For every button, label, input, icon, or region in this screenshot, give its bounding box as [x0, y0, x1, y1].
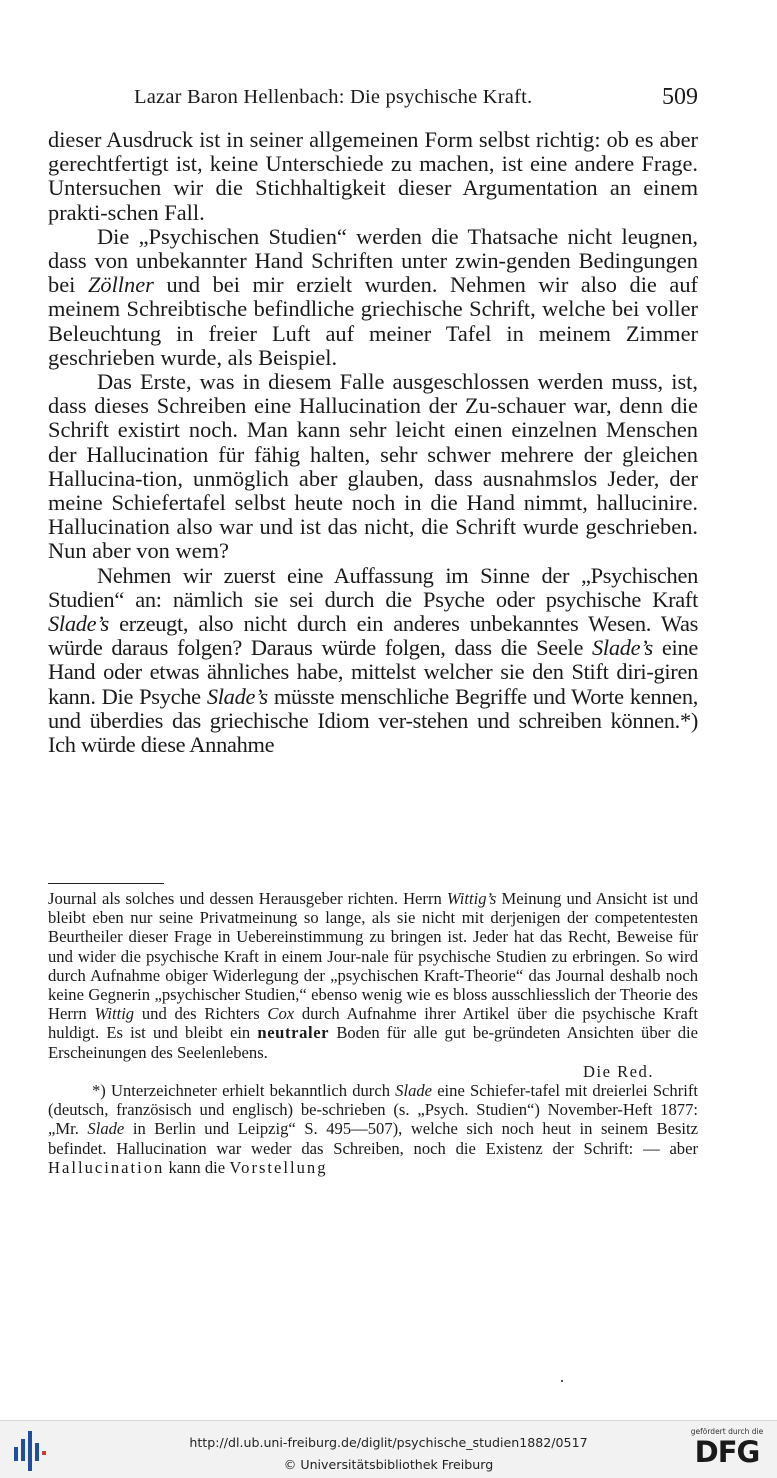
paragraph-4-text-d: müsste menschliche Begriffe und Worte kennen, und überdies das griechische Idiom ver-stehen und schreiben können.*) Ich würde diese Annahme: [48, 683, 699, 758]
viewer-footer: [0, 1420, 777, 1478]
footnote-rule: [48, 883, 164, 884]
paragraph-4: [48, 564, 698, 758]
page-number: 509: [662, 84, 698, 110]
editorial-note: [48, 889, 698, 1062]
editorial-note-text-c: und des Richters: [134, 1004, 268, 1024]
author-footnote-text-a: *) Unterzeichneter erhielt bekanntlich durch: [92, 1081, 396, 1101]
name-cox: Cox: [267, 1004, 295, 1024]
running-head: Lazar Baron Hellenbach: Die psychische Kraft.: [134, 86, 533, 108]
emphasis-vorstellung: Vorstellung: [229, 1157, 328, 1177]
name-wittig: Wittig’s: [446, 889, 497, 908]
page-header: [48, 84, 698, 118]
dfg-logo-text: DFG: [694, 1435, 760, 1469]
name-slade: Slade’s: [48, 611, 109, 637]
paragraph-2-text-a: Die „Psychischen Studien“ werden die Thatsache nicht leugnen, dass von unbekannter Hand Schriften unter zwin-genden Bedingungen bei: [48, 223, 698, 298]
paragraph-1: [48, 128, 698, 225]
author-footnote-text-c: in Berlin und Leipzig“ S. 495—507), welche sich noch heut in seinem Besitz befindet. Hallucination war weder das Schreiben, noch die Existenz der Schrift: — aber: [48, 1119, 698, 1158]
emphasis-neutraler: neutraler: [257, 1023, 330, 1043]
paragraph-3: [48, 370, 698, 564]
paragraph-3-text: Das Erste, was in diesem Falle ausgeschlossen werden muss, ist, dass dieses Schreiben eine Hallucination der Zu-schauer war, denn die Schrift existirt noch. Man kann sehr leicht einen einzelnen Menschen der Hallucination für fähig halten, sehr schwer mehrere der gleichen Hallucina-tion, unmöglich aber glauben, dass ausnahmslos Jeder, der meine Schiefertafel selbst heute noch in die Hand nimmt, hallucinire. Hallucination also war und ist das nicht, die Schrift wurde geschrieben. Nun aber von wem?: [48, 369, 698, 564]
editorial-note-text-a: Journal als solches und dessen Herausgeber richten. Herrn: [48, 889, 447, 908]
footnotes: [48, 889, 698, 1177]
editor-signature: Die Red.: [583, 1061, 654, 1081]
dfg-logo[interactable]: [687, 1425, 767, 1475]
editorial-note-text-e: Boden für alle gut be-gründeten Ansichten über die Erscheinungen des Seelenlebens.: [48, 1023, 698, 1062]
author-footnote-text-d: kann die: [164, 1157, 230, 1177]
emphasis-hallucination: Hallucination: [48, 1157, 165, 1177]
dfg-funding-label: gefördert durch die: [690, 1427, 764, 1436]
editorial-note-text-d: durch Aufnahme ihrer Artikel über die psychische Kraft huldigt. Es ist und bleibt ein: [48, 1004, 698, 1043]
main-text: [48, 128, 698, 757]
paragraph-4-text-c: eine Hand oder etwas ähnliches habe, mittelst welcher sie den Stift diri-giren kann. Die Psyche: [48, 635, 698, 709]
paragraph-4-text-b: erzeugt, also nicht durch ein anderes unbekanntes Wesen. Was würde daraus folgen? Daraus würde folgen, dass die Seele: [48, 611, 698, 661]
name-slade: Slade’s: [592, 635, 653, 661]
author-footnote-text-b: eine Schiefer-tafel mit dreierlei Schrift (deutsch, französisch und englisch) be-schrieben (s. „Psych. Studien“) November-Heft 1877: „Mr.: [48, 1081, 698, 1139]
paragraph-1-text: dieser Ausdruck ist in seiner allgemeinen Form selbst richtig: ob es aber gerechtfertigt ist, keine Unterschiede zu machen, ist eine andere Frage. Untersuchen wir die Stichhaltigkeit dieser Argumentation an einem prakti-schen Fall.: [48, 127, 698, 225]
paragraph-2: [48, 225, 698, 370]
name-wittig: Wittig: [94, 1004, 135, 1024]
scan-speck: [561, 1380, 563, 1382]
paragraph-4-text-a: Nehmen wir zuerst eine Auffassung im Sinne der „Psychischen Studien“ an: nämlich sie sei durch die Psyche oder psychische Kraft: [48, 562, 698, 612]
name-slade: Slade’s: [206, 683, 268, 709]
name-zoellner: Zöllner: [87, 272, 154, 298]
editorial-note-text-b: Meinung und Ansicht ist und bleibt eben nur seine Privatmeinung so lange, als sie nicht mit derjenigen der competentesten Beurtheiler dieser Frage in Uebereinstimmung zu bringen ist. Jeder hat das Recht, Beweise für und wider die psychische Kraft in einem Jour-nale für psychische Studien zu erbringen. So wird durch Aufnahme obiger Widerlegung der „psychischen Kraft-Theorie“ das Journal deshalb noch keine Gegnerin „psychischer Studien,“ ebenso wenig wie es bloss ausschliesslich der Theorie des Herrn: [48, 889, 698, 1024]
paragraph-2-text-b: und bei mir erzielt wurden. Nehmen wir also die auf meinem Schreibtische befindliche griechische Schrift, welche bei voller Beleuchtung in freier Luft auf meiner Tafel in meinem Zimmer geschrieben wurde, als Beispiel.: [48, 272, 699, 370]
author-footnote: [48, 1081, 698, 1177]
name-slade: Slade: [395, 1081, 433, 1101]
name-slade: Slade: [87, 1119, 125, 1139]
copyright-notice: © Universitätsbibliothek Freiburg: [283, 1457, 494, 1472]
permalink-url[interactable]: http://dl.ub.uni-freiburg.de/diglit/psychische_studien1882/0517: [189, 1435, 588, 1450]
